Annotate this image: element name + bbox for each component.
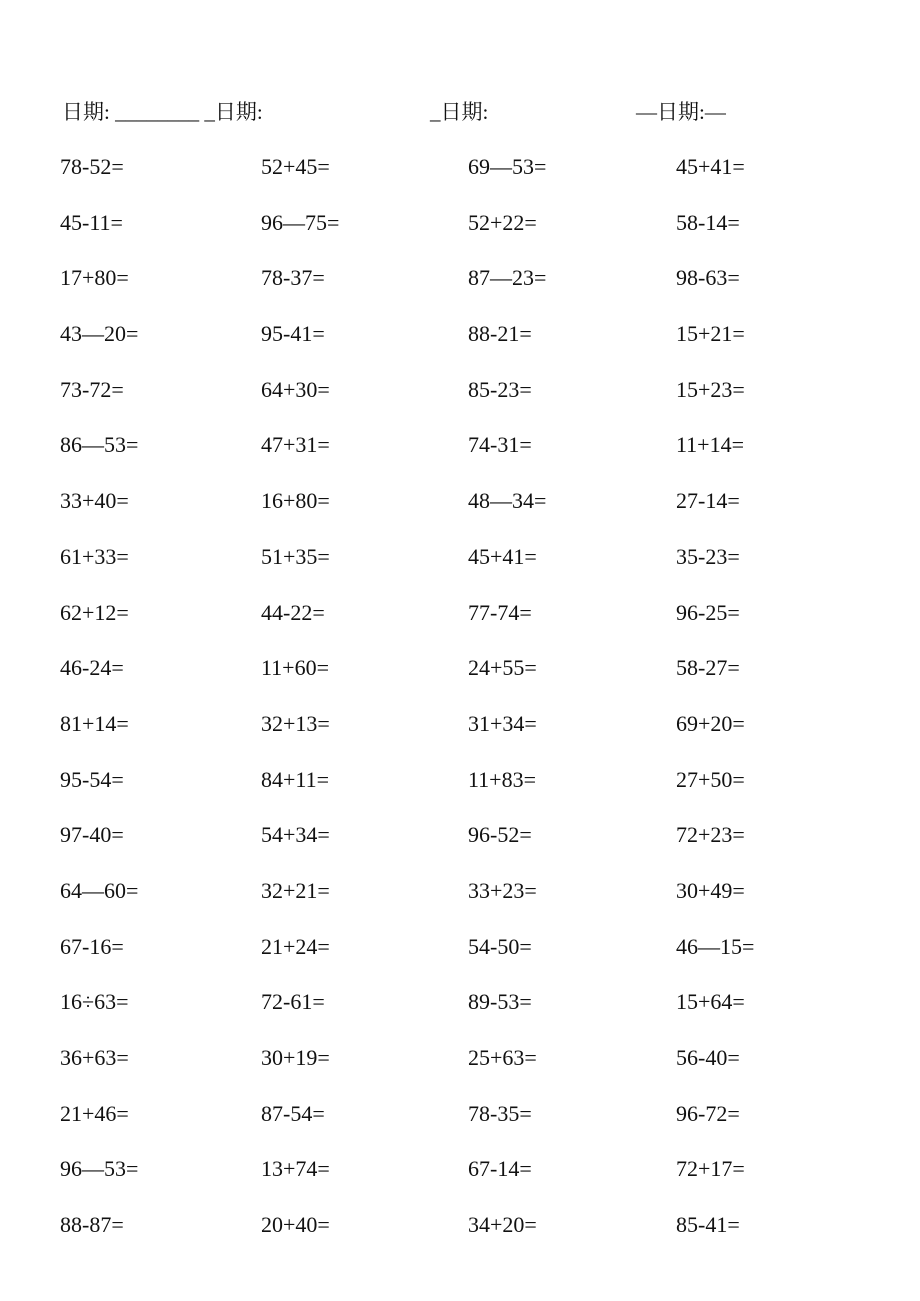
math-problem: 73-72= <box>60 376 124 402</box>
math-problem: 95-54= <box>60 766 124 792</box>
math-problem: 54+34= <box>261 822 330 848</box>
math-problem: 74-31= <box>468 432 532 458</box>
math-problem: 25+63= <box>468 1045 537 1070</box>
date-header <box>0 96 920 128</box>
math-problem: 11+83= <box>468 766 536 792</box>
math-problem: 31+34= <box>468 710 537 736</box>
problem-row <box>0 585 920 641</box>
problem-row <box>0 306 920 362</box>
math-problem: 46-24= <box>60 655 124 681</box>
math-problem: 11+14= <box>676 432 744 458</box>
math-problem: 58-14= <box>676 209 740 235</box>
math-problem: 64+30= <box>261 376 330 402</box>
math-problem: 15+21= <box>676 321 745 347</box>
problem-row <box>0 807 920 863</box>
problem-grid <box>0 139 920 1253</box>
math-problem: 36+63= <box>60 1045 129 1070</box>
math-problem: 15+64= <box>676 989 745 1015</box>
problem-row <box>0 1030 920 1086</box>
math-problem: 89-53= <box>468 989 532 1015</box>
math-problem: 86—53= <box>60 432 139 458</box>
math-problem: 11+60= <box>261 655 329 681</box>
math-problem: 69+20= <box>676 710 745 736</box>
math-problem: 52+45= <box>261 154 330 179</box>
math-problem: 44-22= <box>261 599 325 625</box>
math-problem: 16÷63= <box>60 989 129 1015</box>
math-problem: 21+24= <box>261 933 330 959</box>
math-problem: 48—34= <box>468 488 547 514</box>
math-problem: 72+17= <box>676 1156 745 1182</box>
math-problem: 51+35= <box>261 543 330 569</box>
math-problem: 85-41= <box>676 1212 740 1238</box>
math-problem: 32+13= <box>261 710 330 736</box>
math-problem: 85-23= <box>468 376 532 402</box>
math-problem: 69—53= <box>468 154 547 179</box>
math-problem: 30+49= <box>676 877 745 903</box>
math-problem: 88-21= <box>468 321 532 347</box>
date-label-1: 日期: ________ _日期: <box>62 100 263 124</box>
math-problem: 67-14= <box>468 1156 532 1182</box>
math-problem: 45-11= <box>60 209 123 235</box>
math-problem: 20+40= <box>261 1212 330 1238</box>
math-problem: 27-14= <box>676 488 740 514</box>
math-problem: 27+50= <box>676 766 745 792</box>
problem-row <box>0 473 920 529</box>
math-problem: 78-52= <box>60 154 124 179</box>
math-problem: 30+19= <box>261 1045 330 1070</box>
problem-row <box>0 974 920 1030</box>
problem-row <box>0 640 920 696</box>
math-problem: 34+20= <box>468 1212 537 1238</box>
math-problem: 87-54= <box>261 1100 325 1126</box>
problem-row <box>0 1141 920 1197</box>
math-problem: 16+80= <box>261 488 330 514</box>
problem-row <box>0 362 920 418</box>
math-problem: 58-27= <box>676 655 740 681</box>
math-problem: 78-35= <box>468 1100 532 1126</box>
date-label-4: —日期:— <box>636 100 726 124</box>
math-problem: 33+23= <box>468 877 537 903</box>
math-problem: 72+23= <box>676 822 745 848</box>
math-problem: 61+33= <box>60 543 129 569</box>
math-problem: 84+11= <box>261 766 329 792</box>
math-problem: 77-74= <box>468 599 532 625</box>
problem-row <box>0 417 920 473</box>
math-problem: 35-23= <box>676 543 740 569</box>
math-problem: 33+40= <box>60 488 129 514</box>
math-problem: 13+74= <box>261 1156 330 1182</box>
problem-row <box>0 696 920 752</box>
math-problem: 54-50= <box>468 933 532 959</box>
problem-row <box>0 139 920 195</box>
math-problem: 62+12= <box>60 599 129 625</box>
math-problem: 87—23= <box>468 265 547 291</box>
problem-row <box>0 1197 920 1253</box>
math-problem: 96-72= <box>676 1100 740 1126</box>
problem-row <box>0 250 920 306</box>
math-problem: 56-40= <box>676 1045 740 1070</box>
math-problem: 96—53= <box>60 1156 139 1182</box>
math-problem: 81+14= <box>60 710 129 736</box>
math-problem: 21+46= <box>60 1100 129 1126</box>
problem-row <box>0 863 920 919</box>
math-problem: 96—75= <box>261 209 340 235</box>
date-label-3: _日期: <box>430 100 489 124</box>
math-problem: 98-63= <box>676 265 740 291</box>
math-problem: 64—60= <box>60 877 139 903</box>
math-problem: 95-41= <box>261 321 325 347</box>
math-problem: 46—15= <box>676 933 755 959</box>
problem-row <box>0 1086 920 1142</box>
math-problem: 88-87= <box>60 1212 124 1238</box>
math-problem: 15+23= <box>676 376 745 402</box>
math-problem: 45+41= <box>676 154 745 179</box>
problem-row <box>0 195 920 251</box>
math-problem: 24+55= <box>468 655 537 681</box>
math-problem: 72-61= <box>261 989 325 1015</box>
math-problem: 52+22= <box>468 209 537 235</box>
math-problem: 32+21= <box>261 877 330 903</box>
math-problem: 67-16= <box>60 933 124 959</box>
math-problem: 96-52= <box>468 822 532 848</box>
math-problem: 45+41= <box>468 543 537 569</box>
problem-row <box>0 529 920 585</box>
math-problem: 47+31= <box>261 432 330 458</box>
math-problem: 97-40= <box>60 822 124 848</box>
math-problem: 43—20= <box>60 321 139 347</box>
math-problem: 96-25= <box>676 599 740 625</box>
problem-row <box>0 919 920 975</box>
math-problem: 17+80= <box>60 265 129 291</box>
problem-row <box>0 752 920 808</box>
math-problem: 78-37= <box>261 265 325 291</box>
